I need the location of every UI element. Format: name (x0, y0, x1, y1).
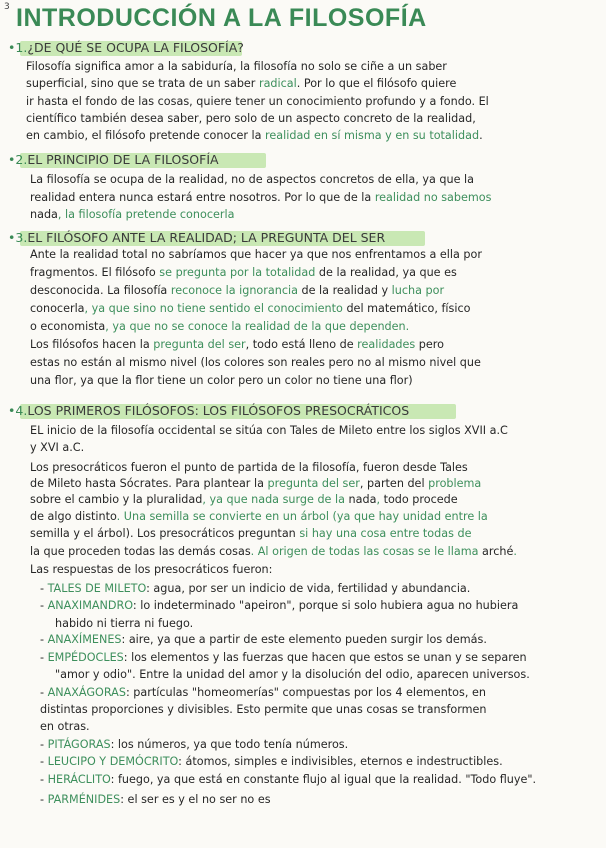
note-line (40, 720, 90, 734)
section-heading (8, 403, 409, 418)
ink-text: : el ser es y el no ser no es (120, 793, 271, 806)
green-ink-text: LEUCIPO Y DEMÓCRITO (47, 755, 179, 768)
ink-text: de Mileto hasta Sócrates. Para plantear la (30, 477, 268, 490)
note-line (30, 527, 471, 541)
ink-text: : partículas "homeomerías" compuestas por los 4 elementos, en (125, 686, 486, 699)
ink-text: realidad entera nunca estará entre nosotros. Por lo que de la (30, 191, 375, 204)
note-line (55, 668, 530, 682)
green-ink-text: EMPÉDOCLES (47, 651, 124, 664)
note-line (40, 651, 527, 665)
section-number: •1. (8, 40, 28, 55)
note-line (30, 424, 508, 438)
ink-text: Los filósofos hacen la (30, 338, 154, 351)
note-line (40, 686, 486, 700)
page-title: INTRODUCCIÓN A LA FILOSOFÍA (16, 4, 427, 32)
green-ink-text: PITÁGORAS (47, 738, 111, 751)
ink-text: de algo distinto (30, 510, 117, 523)
green-ink-text: realidad en sí misma y en su totalidad (265, 129, 480, 142)
note-line (30, 191, 491, 205)
green-ink-text: ANAXÍMENES (47, 633, 122, 646)
note-line (26, 95, 489, 109)
ink-text: habido ni tierra ni fuego. (55, 617, 194, 630)
green-ink-text: , ya que sino no tiene sentido el conocimiento (84, 302, 347, 315)
section-number: •3. (8, 230, 28, 245)
ink-text: nada (348, 493, 377, 506)
green-ink-text: , ya que no se conoce la realidad de la que dependen. (105, 320, 410, 333)
section-heading (8, 40, 244, 55)
note-line (30, 356, 481, 370)
note-line (40, 755, 503, 769)
green-ink-text: problema (428, 477, 482, 490)
note-line (30, 545, 517, 559)
note-line (30, 510, 488, 524)
ink-text: fragmentos. El filósofo (30, 266, 160, 279)
note-line (40, 773, 536, 787)
ink-text: la que proceden todas las demás cosas (30, 545, 251, 558)
green-ink-text: . Una semilla se convierte en un árbol (ya que hay unidad entre la (116, 510, 488, 523)
green-ink-text: pregunta del ser (267, 477, 360, 490)
green-ink-text: TALES DE MILETO (47, 582, 147, 595)
green-ink-text: radical (258, 77, 297, 90)
note-line (40, 738, 348, 752)
note-line (30, 266, 457, 280)
ink-text: : los elementos y las fuerzas que hacen que estos se unan y se separen (123, 651, 527, 664)
green-ink-text: lucha por (391, 284, 445, 297)
ink-text: - (40, 793, 48, 806)
ink-text: científico también desea saber, pero solo de un aspecto concreto de la realidad, (26, 112, 476, 125)
note-line (40, 793, 271, 807)
page-number: 3 (4, 2, 10, 12)
ink-text: Los presocráticos fueron el punto de partida de la filosofía, fueron desde Tales (30, 461, 468, 474)
note-line (26, 60, 447, 74)
ink-text: - (40, 755, 48, 768)
ink-text: de la realidad y (297, 284, 392, 297)
green-ink-text: pregunta del ser (153, 338, 246, 351)
ink-text: pero (415, 338, 444, 351)
ink-text: . (479, 129, 483, 142)
ink-text: y XVI a.C. (30, 441, 85, 454)
ink-text: : aire, ya que a partir de este elemento pueden surgir los demás. (121, 633, 487, 646)
note-line (40, 582, 470, 596)
section-heading (8, 230, 385, 245)
ink-text: EL inicio de la filosofía occidental se sitúa con Tales de Mileto entre los siglos XVII a.C (30, 424, 508, 437)
ink-text: Filosofía significa amor a la sabiduría, la filosofía no solo se ciñe a un saber (26, 60, 447, 73)
green-ink-text: . (513, 545, 517, 558)
note-line (30, 374, 413, 388)
ink-text: - (40, 633, 48, 646)
note-line (26, 112, 476, 126)
ink-text: conocerla (30, 302, 85, 315)
note-line (30, 477, 481, 491)
ink-text: - (40, 686, 48, 699)
section-heading-text: EL PRINCIPIO DE LA FILOSOFÍA (27, 152, 219, 167)
ink-text: desconocida. La filosofía (30, 284, 171, 297)
note-line (30, 284, 444, 298)
note-line (30, 441, 84, 455)
green-ink-text: , la filosofía pretende conocerla (57, 208, 235, 221)
green-ink-text: . Al origen de todas las cosas se le llama (250, 545, 483, 558)
ink-text: - (40, 651, 48, 664)
ink-text: : fuego, ya que está en constante flujo al igual que la realidad. "Todo fluye". (110, 773, 537, 786)
ink-text: de la realidad, ya que es (315, 266, 457, 279)
ink-text: : lo indeterminado "apeiron", porque si solo hubiera agua no hubiera (132, 599, 519, 612)
ink-text: o economista (30, 320, 106, 333)
note-line (26, 77, 456, 91)
note-line (30, 461, 468, 475)
ink-text: nada (30, 208, 58, 221)
green-ink-text: ANAXÁGORAS (47, 686, 126, 699)
note-line (40, 703, 487, 717)
ink-text: arché (482, 545, 514, 558)
ink-text: semilla y el árbol). Los presocráticos preguntan (30, 527, 300, 540)
section-heading-text: EL FILÓSOFO ANTE LA REALIDAD; LA PREGUNTA DEL SER (27, 230, 386, 245)
ink-text: "amor y odio". Entre la unidad del amor y la disolución del odio, aparecen universos. (55, 668, 530, 681)
note-line (30, 302, 470, 316)
note-line (26, 129, 483, 143)
ink-text: : átomos, simples e indivisibles, eternos e indestructibles. (178, 755, 503, 768)
note-line (40, 599, 518, 613)
ink-text: una flor, ya que la flor tiene un color pero un color no tiene una flor) (30, 374, 413, 387)
green-ink-text: HERÁCLITO (47, 773, 111, 786)
note-line (30, 173, 474, 187)
note-line (30, 338, 444, 352)
green-ink-text: PARMÉNIDES (47, 793, 121, 806)
green-ink-text: realidad no sabemos (374, 191, 492, 204)
section-number: •4. (8, 403, 28, 418)
green-ink-text: , (376, 493, 384, 506)
note-line (30, 493, 458, 507)
green-ink-text: realidades (357, 338, 416, 351)
green-ink-text: ANAXIMANDRO (47, 599, 133, 612)
ink-text: todo procede (383, 493, 458, 506)
green-ink-text: reconoce la ignorancia (170, 284, 298, 297)
green-ink-text: , ya que nada surge de la (202, 493, 349, 506)
section-heading-text: LOS PRIMEROS FILÓSOFOS: LOS FILÓSOFOS PRESOCRÁTICOS (27, 403, 410, 418)
note-line (55, 617, 193, 631)
ink-text: : agua, por ser un indicio de vida, fertilidad y abundancia. (146, 582, 471, 595)
ink-text: en cambio, el filósofo pretende conocer la (26, 129, 266, 142)
ink-text: estas no están al mismo nivel (los colores son reales pero no al mismo nivel que (30, 356, 481, 369)
ink-text: - (40, 599, 48, 612)
ink-text: distintas proporciones y divisibles. Esto permite que unas cosas se transformen (40, 703, 487, 716)
ink-text: en otras. (40, 720, 90, 733)
section-number: •2. (8, 152, 28, 167)
ink-text: sobre el cambio y la pluralidad (30, 493, 203, 506)
ink-text: La filosofía se ocupa de la realidad, no de aspectos concretos de ella, ya que la (30, 173, 474, 186)
ink-text: . Por lo que el filósofo quiere (296, 77, 457, 90)
section-heading (8, 152, 219, 167)
ink-text: del matemático, físico (346, 302, 471, 315)
green-ink-text: si hay una cosa entre todas de (299, 527, 472, 540)
note-line (30, 248, 482, 262)
ink-text: Ante la realidad total no sabríamos que hacer ya que nos enfrentamos a ella por (30, 248, 482, 261)
green-ink-text: se pregunta por la totalidad (159, 266, 316, 279)
ink-text: ir hasta el fondo de las cosas, quiere tener un conocimiento profundo y a fondo. El (26, 95, 489, 108)
note-line (30, 208, 234, 222)
note-line (40, 633, 487, 647)
ink-text: Las respuestas de los presocráticos fueron: (30, 563, 273, 576)
ink-text: - (40, 582, 48, 595)
note-line (30, 563, 272, 577)
note-line (30, 320, 409, 334)
ink-text: - (40, 773, 48, 786)
ink-text: , todo está lleno de (245, 338, 358, 351)
ink-text: - (40, 738, 48, 751)
ink-text: , parten del (359, 477, 429, 490)
ink-text: : los números, ya que todo tenía números. (110, 738, 349, 751)
section-heading-text: ¿DE QUÉ SE OCUPA LA FILOSOFÍA? (27, 40, 244, 55)
ink-text: superficial, sino que se trata de un saber (26, 77, 259, 90)
